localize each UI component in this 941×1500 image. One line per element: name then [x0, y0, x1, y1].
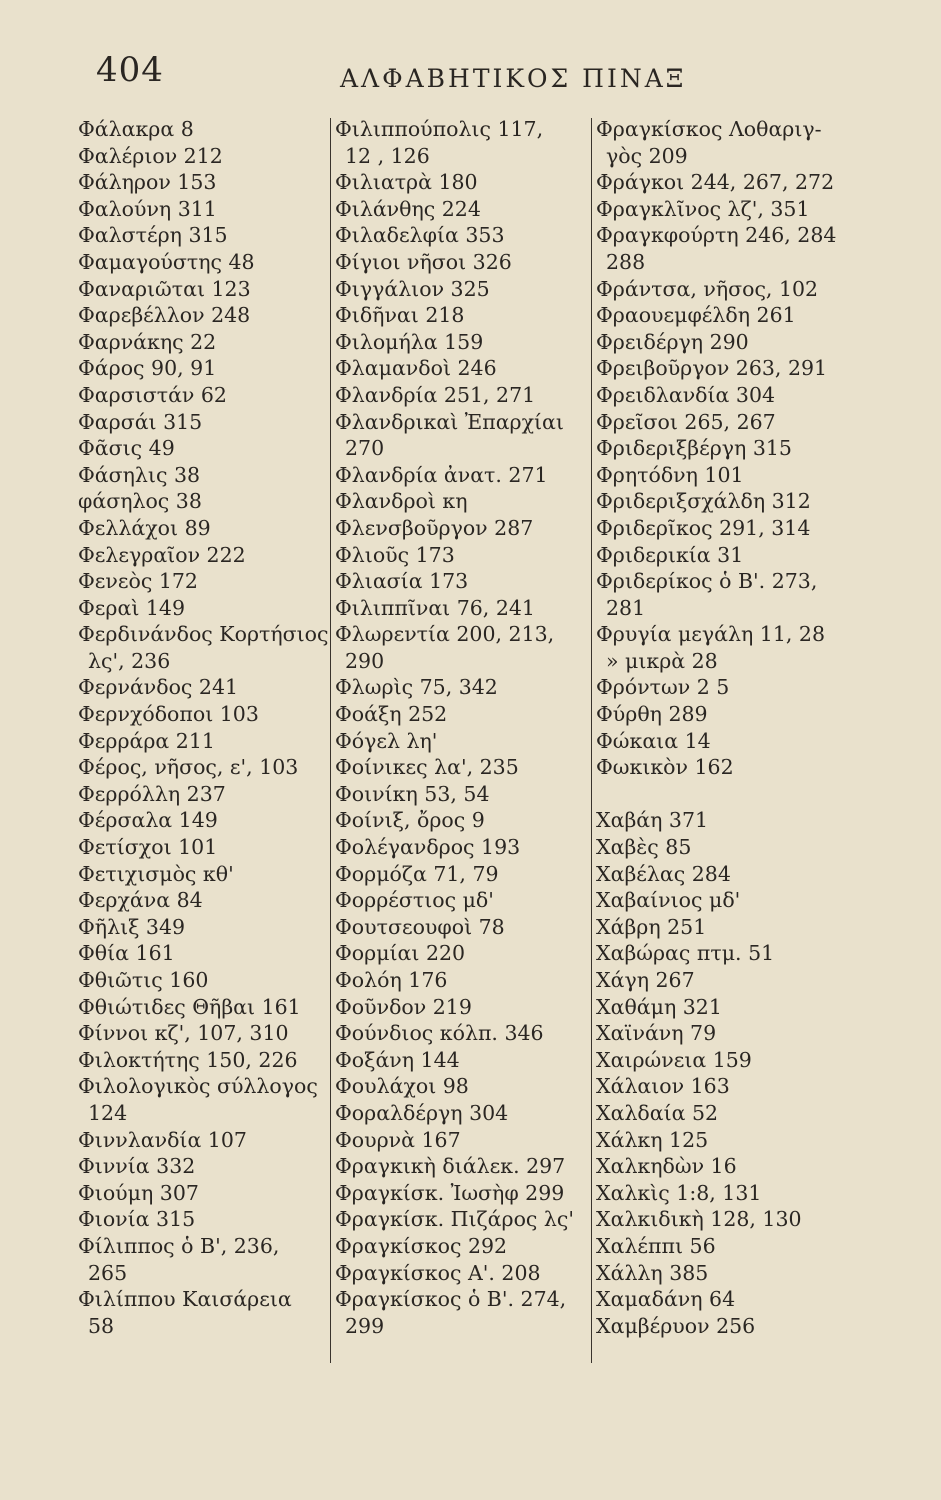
index-entry: Φρειδέργη 290 [596, 329, 749, 354]
index-column-1 [78, 116, 330, 1339]
index-entry: Φωκικὸν 162 [596, 755, 734, 780]
index-entry: Χαλέππι 56 [596, 1233, 716, 1258]
index-entry: Φράντσα, νῆσος, 102 [596, 276, 819, 301]
index-entry: Φραγκίσκος Α'. 208 [335, 1260, 541, 1285]
index-entry: Φῆλιξ 349 [78, 914, 186, 939]
index-entry: Φοάξη 252 [335, 702, 448, 727]
index-entry: Χαμαδάνη 64 [596, 1287, 736, 1312]
index-entry: Φερνάνδος 241 [78, 675, 239, 700]
index-entry: Φλενσβοῦργον 287 [335, 515, 534, 540]
index-column-2 [335, 116, 590, 1339]
index-entry: Φθία 161 [78, 941, 175, 966]
index-entry: Χάλλη 385 [596, 1260, 709, 1285]
index-entry: 288 [606, 249, 646, 274]
index-entry: Φαρνάκης 22 [78, 329, 217, 354]
index-entry: Φύρθη 289 [596, 702, 708, 727]
index-entry: Φουλάχοι 98 [335, 1074, 469, 1099]
index-entry: Φερρόλλη 237 [78, 781, 226, 806]
index-entry: Χαιρώνεια 159 [596, 1047, 752, 1072]
index-entry: Φρυγία μεγάλη 11, 28 [596, 622, 826, 647]
index-entry: Χαλκηδὼν 16 [596, 1154, 737, 1179]
index-entry: Χάλαιον 163 [596, 1074, 730, 1099]
index-entry: Φορρέστιος μδ' [335, 888, 494, 913]
index-entry: Φιλιππούπολις 117, [335, 117, 544, 141]
index-entry: Φαλέριον 212 [78, 143, 223, 168]
index-entry: Φαρεβέλλον 248 [78, 303, 251, 328]
index-entry: 281 [606, 595, 646, 620]
index-entry: Χαϊνάνη 79 [596, 1021, 717, 1046]
index-entry: Φιλοκτήτης 150, 226 [78, 1047, 298, 1072]
index-entry: Φιλιππῖναι 76, 241 [335, 595, 535, 620]
index-entry: Φεραὶ 149 [78, 595, 186, 620]
index-entry: Φιννλανδία 107 [78, 1127, 247, 1152]
index-entry: 124 [88, 1100, 128, 1125]
index-entry: Φοῦνδον 219 [335, 994, 472, 1019]
index-entry: Φθιώτιδες Θῆβαι 161 [78, 994, 301, 1019]
index-entry: Χαβέλας 284 [596, 861, 731, 886]
index-entry: 290 [345, 648, 385, 673]
index-entry: Χαβάη 371 [596, 808, 709, 833]
index-entry: Φιλομήλα 159 [335, 329, 484, 354]
index-entry: 270 [345, 436, 385, 461]
index-entry: 12 , 126 [345, 143, 430, 168]
page-number: 404 [96, 50, 164, 90]
index-entry: Φρειδλανδία 304 [596, 382, 776, 407]
index-entry: Φιλαδελφία 353 [335, 223, 505, 248]
index-entry: 58 [88, 1313, 115, 1338]
index-entry: Φιννία 332 [78, 1154, 196, 1179]
index-entry: Φώκαια 14 [596, 728, 711, 753]
index-entry: Χαμβέρυον 256 [596, 1313, 756, 1338]
index-entry: Φελεγραῖον 222 [78, 542, 246, 567]
index-entry: Φρόντων 2 5 [596, 675, 730, 700]
index-entry: φάσηλος 38 [78, 489, 202, 514]
index-entry: Φλιοῦς 173 [335, 542, 455, 567]
index-entry: Φερχάνα 84 [78, 888, 203, 913]
index-entry: Χάβρη 251 [596, 914, 707, 939]
index-entry: Φραγκφούρτη 246, 284 [596, 223, 837, 248]
index-entry: Φιλίππου Καισάρεια [78, 1287, 292, 1312]
index-entry: Φλανδροὶ κη [335, 489, 468, 514]
index-entry: » μικρὰ 28 [606, 648, 718, 673]
index-entry: Φίννοι κζ', 107, 310 [78, 1021, 289, 1046]
index-entry: Φλαμανδοὶ 246 [335, 356, 497, 381]
index-entry: Φλανδρία ἀνατ. 271 [335, 462, 548, 487]
index-entry: Φραγκίσκ. Ἰωσὴφ 299 [335, 1180, 565, 1205]
index-entry: Φάληρον 153 [78, 170, 217, 195]
index-entry: Φραγκίσκος 292 [335, 1233, 508, 1258]
index-entry: Φοινίκη 53, 54 [335, 781, 490, 806]
index-entry: Χαλκιδικὴ 128, 130 [596, 1207, 802, 1232]
index-entry: Φρητόδνη 101 [596, 462, 744, 487]
index-entry: Φετιχισμὸς κθ' [78, 861, 234, 886]
index-entry: Φαρσιστάν 62 [78, 382, 227, 407]
index-entry: Φολέγανδρος 193 [335, 835, 521, 860]
index-entry: Χαθάμη 321 [596, 994, 722, 1019]
index-entry: Φιονία 315 [78, 1207, 196, 1232]
index-entry: Φουτσεουφοὶ 78 [335, 914, 505, 939]
index-entry: Φριδερῖκος 291, 314 [596, 515, 811, 540]
index-entry: Φρειβοῦργον 263, 291 [596, 356, 828, 381]
index-entry: Φαλστέρη 315 [78, 223, 228, 248]
index-entry: Φαλούνη 311 [78, 196, 217, 221]
index-entry: γὸς 209 [606, 143, 688, 168]
index-entry: Φριδερικία 31 [596, 542, 744, 567]
index-entry: Φλιασία 173 [335, 569, 469, 594]
index-entry: Φιλάνθης 224 [335, 196, 481, 221]
index-entry: Φραγκίσκος ὁ Β'. 274, [335, 1287, 567, 1312]
index-entry: Χαλδαία 52 [596, 1100, 719, 1125]
index-entry: Φριδερίκος ὁ Β'. 273, [596, 569, 818, 594]
index-entry: Φολόη 176 [335, 968, 448, 992]
index-entry: Φράγκοι 244, 267, 272 [596, 170, 835, 195]
index-entry: Φιγγάλιον 325 [335, 276, 490, 301]
index-entry: Φλανδρικαὶ Ἐπαρχίαι [335, 409, 564, 434]
page-title: ΑΛΦΑΒΗΤΙΚΟΣ ΠΙΝΑΞ [340, 64, 687, 93]
index-entry: Φενεὸς 172 [78, 569, 198, 594]
index-entry: Φίλιππος ὁ Β', 236, [78, 1233, 280, 1258]
index-entry: Φάρος 90, 91 [78, 356, 217, 381]
index-entry: Φοίνιξ, ὄρος 9 [335, 808, 485, 833]
index-entry: Χάγη 267 [596, 968, 695, 992]
index-entry: Χαβὲς 85 [596, 835, 692, 860]
index-entry: Φουρνὰ 167 [335, 1127, 461, 1152]
index-entry: Φλωρὶς 75, 342 [335, 675, 498, 700]
index-entry: Φερδινάνδος Κορτήσιος [78, 622, 329, 647]
index-entry: Φραγκικὴ διάλεκ. 297 [335, 1154, 566, 1179]
index-entry: Φοίνικες λα', 235 [335, 755, 519, 780]
index-entry: Φετίσχοι 101 [78, 835, 218, 860]
index-entry: Φραουεμφέλδη 261 [596, 303, 796, 328]
index-entry: Φέρος, νῆσος, ε', 103 [78, 755, 299, 780]
index-entry: Φριδεριξσχάλδη 312 [596, 489, 811, 514]
index-entry: Φιδῆναι 218 [335, 303, 465, 328]
index-entry: Φελλάχοι 89 [78, 515, 211, 540]
index-entry: Φρεῖσοι 265, 267 [596, 409, 776, 434]
index-entry: Φούνδιος κόλπ. 346 [335, 1021, 544, 1046]
index-entry: 299 [345, 1313, 385, 1338]
index-entry: Φορμίαι 220 [335, 941, 466, 966]
index-entry: Φραγκίσκος Λοθαριγ- [596, 117, 822, 141]
index-entry: Φοραλδέργη 304 [335, 1100, 509, 1125]
index-entry: Φλωρεντία 200, 213, [335, 622, 555, 647]
index-entry: Χαλκὶς 1:8, 131 [596, 1180, 762, 1205]
index-entry: Φιούμη 307 [78, 1180, 199, 1205]
index-entry: Φοξάνη 144 [335, 1047, 460, 1072]
index-entry: Φιλολογικὸς σύλλογος [78, 1074, 318, 1099]
index-entry: Φέρσαλα 149 [78, 808, 218, 833]
column-divider [330, 118, 331, 1363]
index-entry: Φερνχόδοποι 103 [78, 702, 259, 727]
index-entry: Φαρσάι 315 [78, 409, 203, 434]
index-entry: Φραγκλῖνος λζ', 351 [596, 196, 810, 221]
index-entry: Φριδεριξβέργη 315 [596, 436, 792, 461]
index-entry: Φάλακρα 8 [78, 117, 194, 141]
index-entry: Φιλιατρὰ 180 [335, 170, 478, 195]
index-entry: Φόγελ λη' [335, 728, 438, 753]
index-entry: Χαβώρας πτμ. 51 [596, 941, 775, 966]
column-divider [591, 118, 592, 1363]
index-entry: Φίγιοι νῆσοι 326 [335, 249, 512, 274]
index-column-3 [596, 116, 866, 1339]
index-entry: Φορμόζα 71, 79 [335, 861, 499, 886]
index-entry: Φερράρα 211 [78, 728, 215, 753]
index-entry: Φλανδρία 251, 271 [335, 382, 536, 407]
index-entry: Φαμαγούστης 48 [78, 249, 255, 274]
index-entry: Χάλκη 125 [596, 1127, 709, 1152]
index-entry: Φάσηλις 38 [78, 462, 201, 487]
index-entry: Φθιῶτις 160 [78, 968, 209, 992]
index-entry: Φᾶσις 49 [78, 436, 175, 461]
index-entry: Χαβαίνιος μδ' [596, 888, 741, 913]
index-entry: Φραγκίσκ. Πιζάρος λς' [335, 1207, 575, 1232]
index-entry: Φαναριῶται 123 [78, 276, 251, 301]
index-entry: 265 [88, 1260, 128, 1285]
index-entry: λς', 236 [88, 648, 171, 673]
